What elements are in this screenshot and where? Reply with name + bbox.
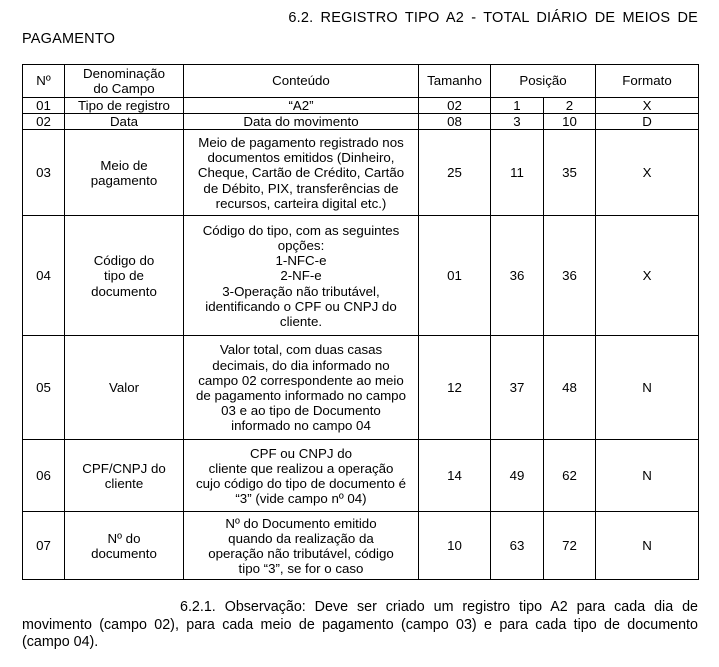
cell-position-start [491,336,544,440]
cell-position-start [491,130,544,216]
cell-position-end [544,130,596,216]
cell-field-name [65,512,184,580]
header-field-name [65,65,184,98]
cell-position-end-text: 10 [562,114,577,130]
header-num: Nº [23,65,65,98]
cell-size [419,98,491,114]
cell-size [419,512,491,580]
cell-field-name-text: Valor [108,380,140,396]
cell-position-end-text: 48 [562,380,577,396]
cell-size-text: 14 [447,468,462,484]
cell-format-text: N [642,538,652,554]
cell-size-text: 01 [447,268,462,284]
cell-size-text: 12 [447,380,462,396]
cell-field-name-text: CPF/CNPJ do cliente [82,460,166,491]
cell-num [23,216,65,336]
cell-content-text: Data do movimento [243,114,359,130]
cell-size [419,440,491,512]
cell-num [23,114,65,130]
cell-format [596,216,699,336]
cell-num-text: 07 [36,538,51,554]
cell-format [596,130,699,216]
table-row [23,216,699,336]
cell-position-end-text: 35 [562,165,577,181]
cell-content [184,216,419,336]
cell-position-start-text: 3 [513,114,521,130]
cell-size [419,216,491,336]
cell-format-text: N [642,468,652,484]
cell-position-start-text: 63 [509,538,525,554]
cell-field-name [65,216,184,336]
cell-position-start-text: 49 [509,468,525,484]
header-format: Formato [596,65,699,98]
cell-position-end-text: 36 [562,268,577,284]
cell-num-text: 06 [36,468,51,484]
cell-num-text: 01 [36,98,51,113]
cell-content [184,336,419,440]
cell-format [596,98,699,114]
table-row [23,512,699,580]
table-row [23,114,699,130]
cell-content-text: Meio de pagamento registrado nos documentos emitidos (Dinheiro, Cheque, Cartão de Crédito, Cartão de Débito, PIX, transferências de recursos, carteira digital etc.) [197,134,405,211]
cell-format-text: N [642,380,652,396]
cell-position-end-text: 62 [562,468,577,484]
cell-position-start [491,114,544,130]
cell-position-end [544,114,596,130]
cell-position-start [491,216,544,336]
cell-num [23,98,65,114]
cell-position-end [544,440,596,512]
cell-position-start-text: 11 [510,165,524,181]
cell-format [596,440,699,512]
cell-position-start [491,440,544,512]
cell-position-end-text: 72 [562,538,577,554]
cell-format [596,114,699,130]
table-row [23,336,699,440]
cell-num-text: 03 [36,165,51,181]
cell-format-text: X [642,165,652,181]
section-heading-line2: PAGAMENTO [22,31,116,47]
cell-size-text: 25 [447,165,462,181]
cell-content [184,512,419,580]
cell-format-text: D [642,114,652,130]
cell-field-name-text: Código do tipo de documento [91,253,157,299]
table-row [23,98,699,114]
cell-position-end [544,216,596,336]
cell-position-start-text: 37 [509,380,525,396]
cell-position-end [544,98,596,114]
header-size: Tamanho [419,65,491,98]
section-heading [22,8,698,50]
cell-size-text: 10 [447,538,462,554]
cell-size [419,130,491,216]
cell-size-text: 08 [447,114,462,130]
observation-note: 6.2.1. Observação: Deve ser criado um registro tipo A2 para cada dia de movimento (campo 02), para cada meio de pagamento (campo 03) e para cada tipo de documento (campo 04). [22,599,698,650]
cell-num [23,440,65,512]
cell-content-text: Valor total, com duas casas decimais, do dia informado no campo 02 correspondente ao meio de pagamento informado no campo 03 e ao tipo de Documento informado no campo 04 [196,342,406,434]
cell-field-name [65,114,184,130]
cell-num [23,512,65,580]
cell-field-name-text: Nº do documento [91,530,157,561]
table-row [23,130,699,216]
cell-content [184,440,419,512]
cell-content-text: Código do tipo, com as seguintes opções: 1-NFC-e 2-NF-e 3-Operação não tributável, identificando o CPF ou CNPJ do cliente. [202,222,400,329]
cell-num-text: 02 [36,114,51,130]
cell-size [419,336,491,440]
cell-content-text: CPF ou CNPJ do cliente que realizou a operação cujo código do tipo de documento é “3” (vide campo nº 04) [196,445,406,507]
cell-num-text: 04 [36,268,51,284]
cell-content-text: Nº do Documento emitido quando da realização da operação não tributável, código tipo “3”, se for o caso [208,515,394,577]
cell-field-name [65,130,184,216]
cell-format-text: X [642,268,652,284]
cell-format-text: X [642,98,652,113]
cell-position-end [544,336,596,440]
cell-format [596,512,699,580]
cell-content [184,114,419,130]
cell-position-start-text: 36 [509,268,525,284]
cell-field-name-text: Tipo de registro [78,98,170,113]
table-header-row [23,65,699,98]
cell-content-text: “A2” [288,98,314,113]
header-field-name-text: Denominação do Campo [82,65,166,96]
cell-position-end [544,512,596,580]
table-row [23,440,699,512]
cell-position-start-text: 1 [513,98,521,113]
cell-num-text: 05 [36,380,51,396]
cell-field-name-text: Data [109,114,139,130]
cell-field-name [65,336,184,440]
cell-position-start [491,98,544,114]
cell-position-end-text: 2 [565,98,574,113]
cell-size [419,114,491,130]
header-content: Conteúdo [184,65,419,98]
section-heading-line1: 6.2. REGISTRO TIPO A2 - TOTAL DIÁRIO DE MEIOS DE [288,10,698,26]
cell-position-start [491,512,544,580]
cell-size-text: 02 [447,98,462,113]
cell-field-name [65,98,184,114]
cell-format [596,336,699,440]
header-position: Posição [491,65,596,98]
cell-field-name-text: Meio de pagamento [90,157,158,188]
cell-num [23,336,65,440]
cell-num [23,130,65,216]
record-layout-table [22,64,699,580]
cell-content [184,130,419,216]
cell-field-name [65,440,184,512]
cell-content [184,98,419,114]
